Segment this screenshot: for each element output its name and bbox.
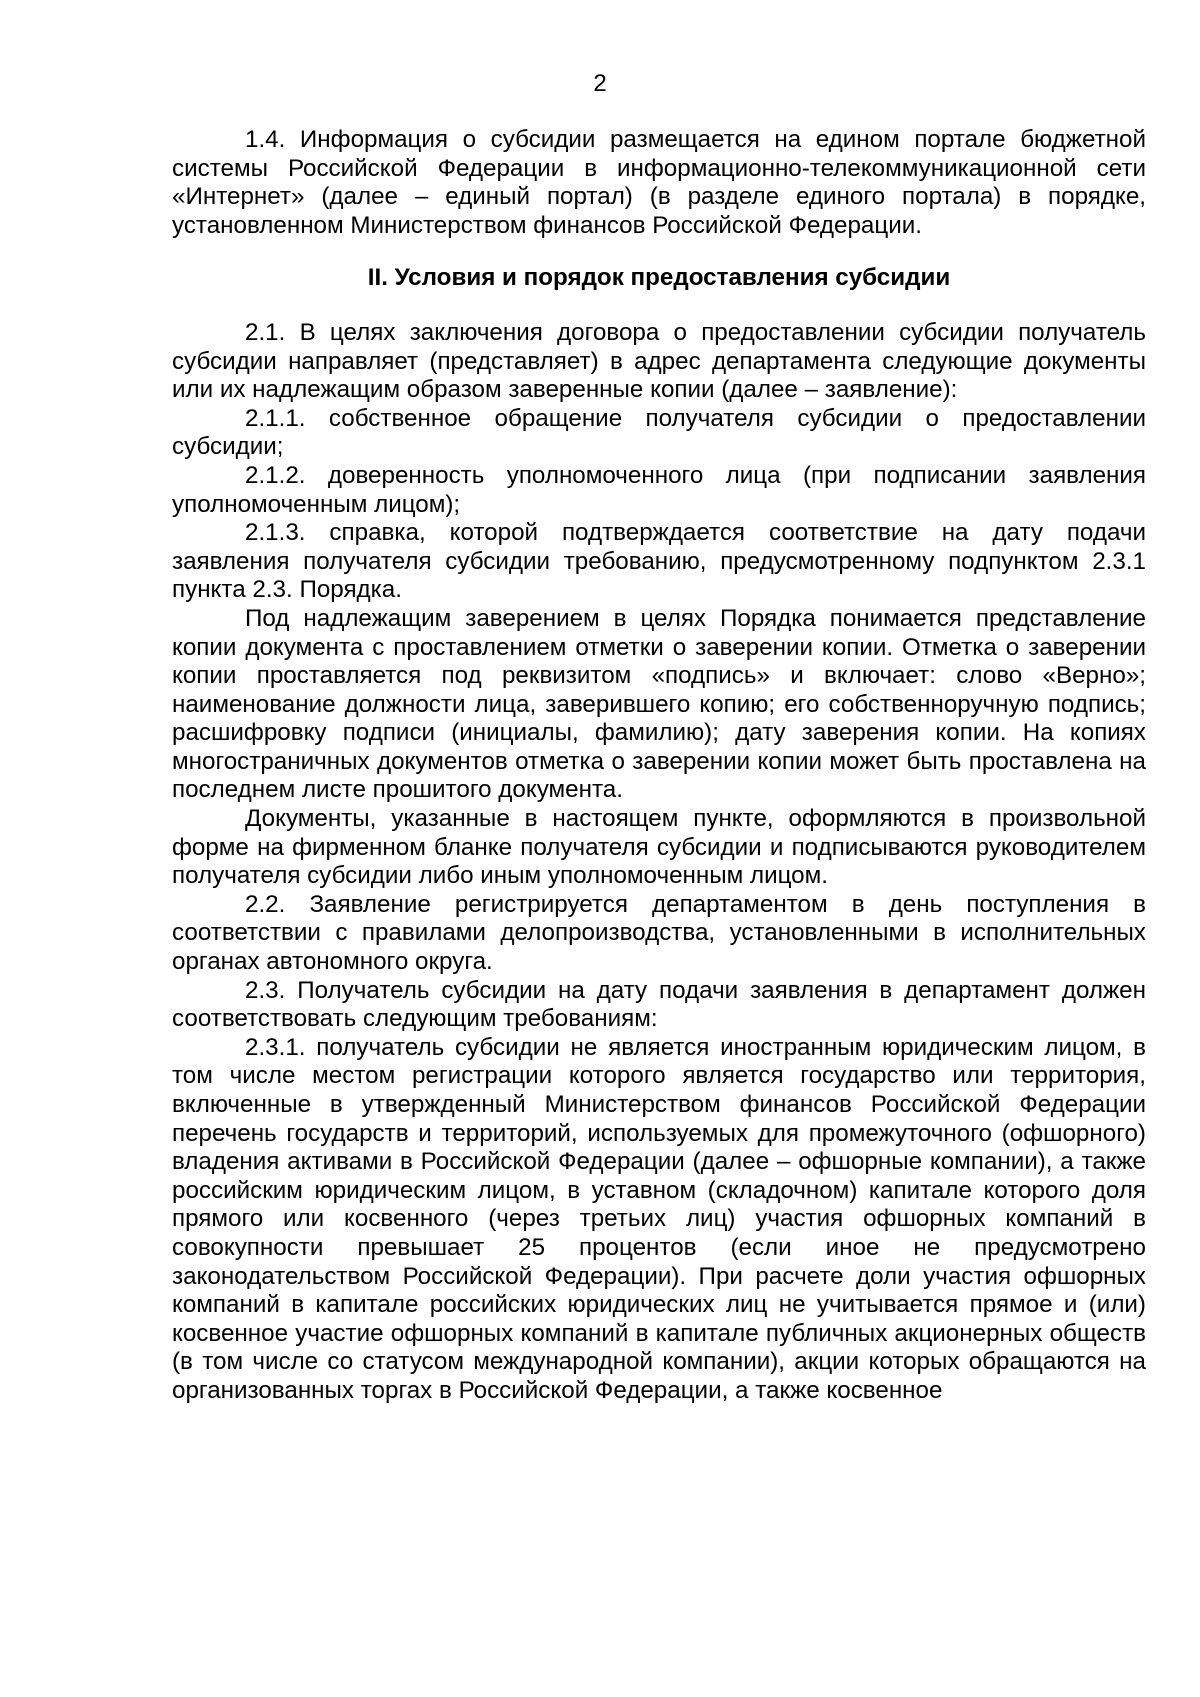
- section-heading: II. Условия и порядок предоставления субсидии: [367, 264, 951, 292]
- page-number: 2: [593, 70, 607, 97]
- document-body: [172, 126, 1146, 1406]
- paragraph-2-1-2: 2.1.2. доверенность уполномоченного лица (при подписании заявления уполномоченным лицом);: [172, 461, 1146, 518]
- paragraph-2-1-3: 2.1.3. справка, которой подтверждается соответствие на дату подачи заявления получателя субсидии требованию, предусмотренному подпунктом 2.3.1 пункта 2.3. Порядка.: [172, 519, 1146, 604]
- paragraph-1-4: 1.4. Информация о субсидии размещается на едином портале бюджетной системы Российской Федерации в информационно-телекоммуникационной сети «Интернет» (далее – единый портал) (в разделе единого портала) в порядке, установленном Министерством финансов Российской Федерации.: [172, 126, 1146, 239]
- paragraph-2-3-1: 2.3.1. получатель субсидии не является иностранным юридическим лицом, в том числе местом регистрации которого является государство или территория, включенные в утвержденный Министерством финансов Российской Федерации перечень государств и территорий, используемых для промежуточного (офшорного) владения активами в Российской Федерации (далее – офшорные компании), а также российским юридическим лицом, в уставном (складочном) капитале которого доля прямого или косвенного (через третьих лиц) участия офшорных компаний в совокупности превышает 25 процентов (если иное не предусмотрено законодательством Российской Федерации). При расчете доли участия офшорных компаний в капитале российских юридических лиц не учитывается прямое и (или) косвенное участие офшорных компаний в капитале публичных акционерных обществ (в том числе со статусом международной компании), акции которых обращаются на организованных торгах в Российской Федерации, а также косвенное: [172, 1033, 1146, 1404]
- paragraph-2-3: 2.3. Получатель субсидии на дату подачи заявления в департамент должен соответствовать следующим требованиям:: [172, 976, 1146, 1033]
- paragraph-2-1: 2.1. В целях заключения договора о предоставлении субсидии получатель субсидии направляет (представляет) в адрес департамента следующие документы или их надлежащим образом заверенные копии (далее – заявление):: [172, 318, 1146, 404]
- paragraph-2-1-1: 2.1.1. собственное обращение получателя субсидии о предоставлении субсидии;: [172, 404, 1146, 461]
- paragraph-documents-form: Документы, указанные в настоящем пункте, оформляются в произвольной форме на фирменном бланке получателя субсидии и подписываются руководителем получателя субсидии либо иным уполномоченным лицом.: [172, 805, 1146, 890]
- paragraph-2-2: 2.2. Заявление регистрируется департаментом в день поступления в соответствии с правилами делопроизводства, установленными в исполнительных органах автономного округа.: [172, 890, 1146, 976]
- paragraph-certification: Под надлежащим заверением в целях Порядка понимается представление копии документа с проставлением отметки о заверении копии. Отметка о заверении копии проставляется под реквизитом «подпись» и включает: слово «Верно»; наименование должности лица, заверившего копию; его собственноручную подпись; расшифровку подписи (инициалы, фамилию); дату заверения копии. На копиях многостраничных документов отметка о заверении копии может быть проставлена на последнем листе прошитого документа.: [172, 604, 1146, 804]
